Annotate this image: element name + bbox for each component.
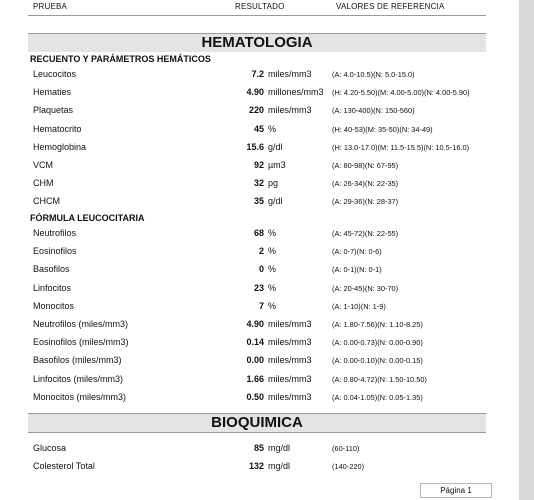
result-unit: miles/mm3 bbox=[268, 69, 312, 79]
result-unit: pg bbox=[268, 178, 279, 189]
result-unit: g/dl bbox=[268, 196, 283, 207]
result-unit: % bbox=[268, 246, 277, 257]
result-value: 7 bbox=[258, 300, 264, 311]
table-row bbox=[0, 178, 519, 190]
result-unit: % bbox=[268, 123, 277, 134]
table-row bbox=[0, 69, 519, 81]
result-value: 220 bbox=[248, 105, 264, 116]
result-unit: mg/dl bbox=[268, 443, 291, 453]
table-row bbox=[0, 160, 519, 172]
reference-range: (A: 0-1)(N: 0-1) bbox=[332, 265, 382, 275]
reference-range: (A: 1-10)(N: 1-9) bbox=[332, 301, 386, 311]
result-unit: % bbox=[268, 264, 277, 275]
test-name: CHCM bbox=[33, 196, 60, 207]
table-row bbox=[0, 461, 519, 473]
section-title-bioquimica: BIOQUIMICA bbox=[28, 414, 486, 432]
reference-range: (A: 0.04-1.05)(N: 0.05-1.35) bbox=[332, 392, 423, 402]
result-value: 35 bbox=[253, 196, 264, 207]
result-value: 0 bbox=[258, 264, 264, 275]
result-value: 0.14 bbox=[246, 337, 264, 348]
test-name: Plaquetas bbox=[33, 105, 74, 116]
test-name: Linfocitos bbox=[33, 282, 72, 293]
reference-range: (60-110) bbox=[332, 444, 360, 453]
test-name: Basofilos (miles/mm3) bbox=[33, 355, 122, 366]
result-value: 92 bbox=[253, 160, 264, 170]
reference-range: (A: 0-7)(N: 0-6) bbox=[332, 247, 382, 257]
scrollbar[interactable] bbox=[519, 0, 534, 500]
test-name: CHM bbox=[33, 178, 54, 189]
result-unit: miles/mm3 bbox=[268, 337, 312, 348]
reference-range: (A: 1.80-7.56)(N: 1.10-8.25) bbox=[332, 320, 423, 329]
result-value: 85 bbox=[253, 443, 264, 453]
result-value: 7.2 bbox=[251, 69, 264, 79]
table-row bbox=[0, 124, 519, 136]
result-unit: miles/mm3 bbox=[268, 373, 312, 384]
subsection-title-formula: FÓRMULA LEUCOCITARIA bbox=[30, 213, 145, 223]
table-row bbox=[0, 264, 519, 276]
result-unit: mg/dl bbox=[268, 461, 291, 471]
reference-range: (A: 80-98)(N: 67-95) bbox=[332, 161, 399, 170]
column-header-result: RESULTADO bbox=[235, 2, 285, 11]
reference-range: (A: 130-400)(N: 150-560) bbox=[332, 106, 415, 116]
result-value: 0.50 bbox=[246, 391, 264, 402]
reference-range: (A: 20-45)(N: 30-70) bbox=[332, 283, 399, 293]
table-row bbox=[0, 392, 519, 404]
reference-range: (A: 0.00-0.10)(N: 0.00-0.15) bbox=[332, 356, 423, 366]
result-value: 45 bbox=[253, 123, 264, 134]
result-unit: miles/mm3 bbox=[268, 391, 312, 402]
table-row bbox=[0, 196, 519, 208]
result-value: 32 bbox=[253, 178, 264, 189]
reference-range: (H: 4.20-5.50)(M: 4.00-5.00)(N: 4.00-5.90) bbox=[332, 88, 470, 98]
table-row bbox=[0, 443, 519, 455]
test-name: Monocitos bbox=[33, 300, 75, 311]
test-name: Hematocrito bbox=[33, 123, 82, 134]
table-row bbox=[0, 283, 519, 295]
test-name: Eosinofilos (miles/mm3) bbox=[33, 337, 129, 348]
result-unit: miles/mm3 bbox=[268, 105, 312, 116]
subsection-title-recuento: RECUENTO Y PARÁMETROS HEMÁTICOS bbox=[30, 54, 211, 64]
table-row bbox=[0, 301, 519, 313]
result-unit: µm3 bbox=[268, 160, 286, 170]
section-title-hematologia: HEMATOLOGIA bbox=[28, 34, 486, 52]
test-name: Hemoglobina bbox=[33, 141, 87, 152]
test-name: Hematies bbox=[33, 87, 72, 98]
test-name: VCM bbox=[33, 160, 53, 170]
result-value: 2 bbox=[258, 246, 264, 257]
reference-range: (A: 26-34)(N: 22-35) bbox=[332, 179, 399, 189]
table-row bbox=[0, 319, 519, 331]
table-row bbox=[0, 142, 519, 154]
result-unit: % bbox=[268, 228, 277, 238]
result-value: 15.6 bbox=[246, 141, 264, 152]
column-header-test: PRUEBA bbox=[33, 2, 68, 11]
result-value: 68 bbox=[253, 228, 264, 238]
reference-range: (H: 13.0-17.0)(M: 11.5-15.5)(N: 10.5-16.0) bbox=[332, 142, 470, 152]
result-value: 23 bbox=[253, 282, 264, 293]
page-number: Página 1 bbox=[420, 483, 492, 498]
result-unit: miles/mm3 bbox=[268, 319, 312, 329]
table-row bbox=[0, 228, 519, 240]
section-divider bbox=[28, 432, 486, 433]
result-value: 1.66 bbox=[246, 373, 264, 384]
result-unit: millones/mm3 bbox=[268, 87, 324, 98]
reference-range: (140-220) bbox=[332, 462, 365, 471]
test-name: Neutrofilos (miles/mm3) bbox=[33, 319, 129, 329]
result-value: 0.00 bbox=[246, 355, 264, 366]
column-header-reference: VALORES DE REFERENCIA bbox=[336, 2, 445, 11]
reference-range: (A: 0.80-4.72)(N: 1.50-10.50) bbox=[332, 374, 427, 384]
table-row bbox=[0, 246, 519, 258]
test-name: Colesterol Total bbox=[33, 461, 95, 471]
test-name: Monocitos (miles/mm3) bbox=[33, 391, 127, 402]
result-value: 132 bbox=[248, 461, 264, 471]
result-value: 4.90 bbox=[246, 319, 264, 329]
result-value: 4.90 bbox=[246, 87, 264, 98]
reference-range: (A: 4.0-10.5)(N: 5.0-15.0) bbox=[332, 70, 415, 79]
test-name: Basofilos bbox=[33, 264, 70, 275]
test-name: Eosinofilos bbox=[33, 246, 77, 257]
reference-range: (A: 0.00-0.73)(N: 0.00-0.90) bbox=[332, 338, 423, 348]
result-unit: % bbox=[268, 300, 277, 311]
reference-range: (H: 40-53)(M: 35-50)(N: 34-49) bbox=[332, 124, 433, 134]
test-name: Glucosa bbox=[33, 443, 67, 453]
reference-range: (A: 45-72)(N: 22-55) bbox=[332, 229, 399, 238]
test-name: Neutrofilos bbox=[33, 228, 77, 238]
table-row bbox=[0, 355, 519, 367]
test-name: Linfocitos (miles/mm3) bbox=[33, 373, 124, 384]
table-row bbox=[0, 337, 519, 349]
test-name: Leucocitos bbox=[33, 69, 77, 79]
table-row bbox=[0, 105, 519, 117]
reference-range: (A: 29-36)(N: 28-37) bbox=[332, 197, 399, 207]
header-divider bbox=[28, 15, 486, 16]
result-unit: miles/mm3 bbox=[268, 355, 312, 366]
result-unit: % bbox=[268, 282, 277, 293]
table-row bbox=[0, 374, 519, 386]
table-row bbox=[0, 87, 519, 99]
result-unit: g/dl bbox=[268, 141, 283, 152]
